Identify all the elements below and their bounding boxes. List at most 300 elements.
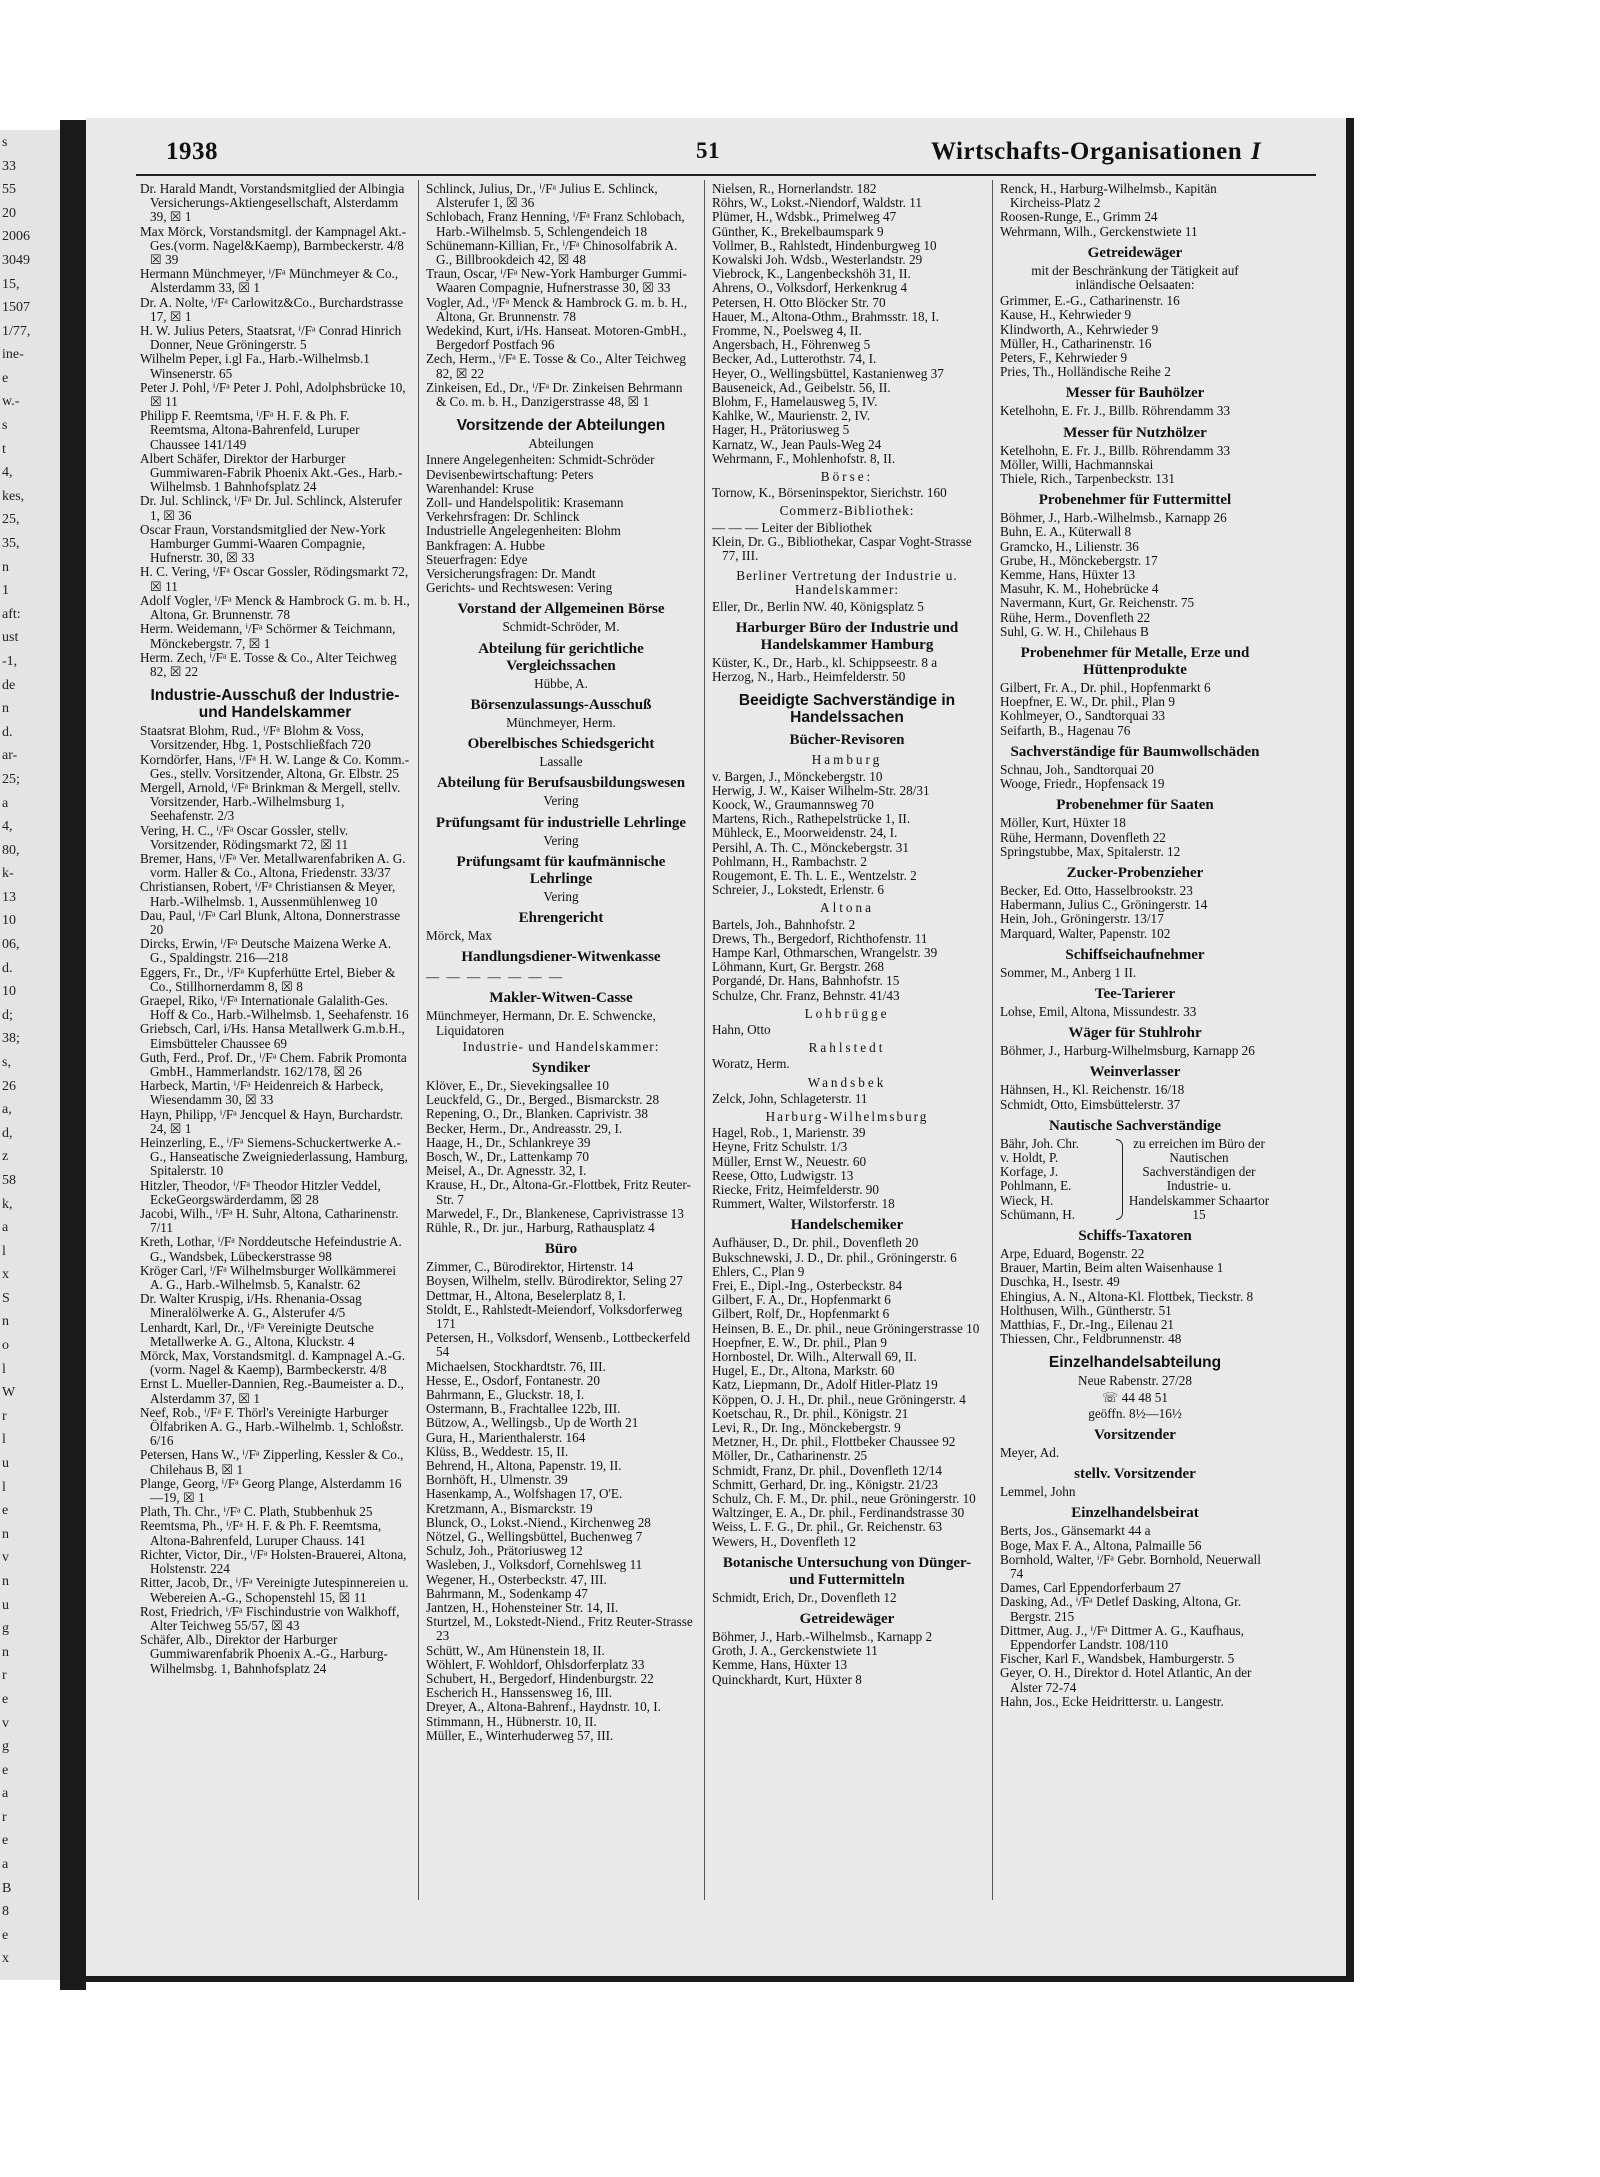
entry-list	[1000, 966, 1270, 980]
list-item: Schulz, Ch. F. M., Dr. phil., neue Gröningerstr. 10	[712, 1491, 976, 1507]
place-heading: Lohbrügge	[804, 1005, 890, 1021]
facing-page-fragment: n	[2, 701, 9, 717]
list-item: Hager, H., Prätoriusweg 5	[712, 422, 850, 438]
list-item: Viebrock, K., Langenbeckshöh 31, II.	[712, 266, 911, 282]
facing-page-fragment: W	[2, 1385, 16, 1401]
entry-list	[1000, 511, 1270, 639]
list-item: Griebsch, Carl, i/Hs. Hansa Metallwerk G.m.b.H., Eimsbütteler Chaussee 69	[140, 1021, 405, 1051]
entry-list	[140, 724, 410, 1676]
list-item: Bosch, W., Dr., Lattenkamp 70	[426, 1148, 589, 1164]
list-item: Zoll- und Handelspolitik: Krasemann	[426, 495, 624, 511]
list-item: Leuckfeld, G., Dr., Berged., Bismarckstr. 28	[426, 1092, 660, 1108]
list-item: Quinckhardt, Kurt, Hüxter 8	[712, 1671, 862, 1687]
facing-page-fragment: r	[2, 1668, 7, 1684]
list-item: Reese, Otto, Ludwigstr. 13	[712, 1167, 854, 1183]
facing-page-fragment: 8	[2, 1904, 9, 1920]
section-heading: Probenehmer für Futtermittel	[1038, 492, 1232, 509]
list-item: Berts, Jos., Gänsemarkt 44 a	[1000, 1523, 1151, 1539]
facing-page-fragment: 4,	[2, 465, 13, 481]
facing-page-fragment: d.	[2, 960, 13, 976]
section-heading: Oberelbisches Schiedsgericht	[467, 736, 655, 753]
list-item: Max Mörck, Vorstandsmitgl. der Kampnagel Akt.-Ges.(vorm. Nagel&Kaemp), Barmbeckerstr. 4/8 ☒ 39	[140, 223, 407, 268]
list-item: Herzog, N., Harb., Heimfelderstr. 50	[712, 669, 906, 685]
list-item: Arpe, Eduard, Bogenstr. 22	[1000, 1245, 1145, 1261]
facing-page-fragment: n	[2, 1644, 9, 1660]
list-item: Günther, K., Brekelbaumspark 9	[712, 223, 884, 239]
place-heading: Altona	[820, 900, 874, 916]
list-item: Möller, Kurt, Hüxter 18	[1000, 815, 1126, 831]
list-item: Grimmer, E.-G., Catharinenstr. 16	[1000, 293, 1180, 309]
list-item: Fromme, N., Poelsweg 4, II.	[712, 323, 862, 339]
list-item: Karnatz, W., Jean Pauls-Weg 24	[712, 436, 882, 452]
facing-page-fragment: a	[2, 1857, 9, 1873]
list-item: Suhl, G. W. H., Chilehaus B	[1000, 623, 1149, 639]
list-item: Zinkeisen, Ed., Dr., ⁱ/Fᵃ Dr. Zinkeisen Behrmann & Co. m. b. H., Danzigerstrasse 48, ☒ 1	[426, 379, 683, 410]
list-item: Aufhäuser, D., Dr. phil., Dovenfleth 20	[712, 1235, 919, 1251]
list-item: Duschka, H., Isestr. 49	[1000, 1274, 1120, 1290]
facing-page-fragment: e	[2, 1833, 9, 1849]
person-name: Münchmeyer, Herm.	[506, 714, 616, 730]
list-item: Dr. A. Nolte, ⁱ/Fᵃ Carlowitz&Co., Burchardstrasse 17, ☒ 1	[140, 294, 404, 324]
list-item: Koetschau, R., Dr. phil., Königstr. 21	[712, 1405, 909, 1421]
list-item: Hermann Münchmeyer, ⁱ/Fᵃ Münchmeyer & Co., Alsterdamm 33, ☒ 1	[140, 266, 399, 296]
list-item: Angersbach, H., Föhrenweg 5	[712, 337, 871, 353]
facing-page-fragment: u	[2, 1597, 9, 1613]
list-item: Dasking, Ad., ⁱ/Fᵃ Detlef Dasking, Altona, Gr. Bergstr. 215	[1000, 1594, 1242, 1624]
previous-page-edge	[0, 130, 60, 1980]
list-item: — — — Leiter der Bibliothek	[712, 519, 873, 535]
list-item: Tornow, K., Börseninspektor, Sierichstr. 160	[712, 485, 947, 501]
entry-list	[712, 1236, 982, 1548]
facing-page-fragment: l	[2, 1361, 6, 1377]
phone-line: ☏ 44 48 51	[1102, 1389, 1168, 1405]
column-3	[712, 182, 982, 1687]
list-item: Wöhlert, F. Wohldorf, Ohlsdorferplatz 33	[426, 1656, 645, 1672]
list-item: Traun, Oscar, ⁱ/Fᵃ New-York Hamburger Gummi-Waaren Compagnie, Hufnerstrasse 30, ☒ 33	[426, 266, 687, 296]
list-item: Wewers, H., Dovenfleth 12	[712, 1533, 856, 1549]
place-heading: Hamburg	[811, 752, 883, 768]
list-item: Hein, Joh., Gröningerstr. 13/17	[1000, 911, 1164, 927]
list-item: Vogler, Ad., ⁱ/Fᵃ Menck & Hambrock G. m. b. H., Altona, Gr. Brunnenstr. 78	[426, 294, 688, 324]
curly-brace	[1110, 1137, 1128, 1222]
facing-page-fragment: t	[2, 441, 6, 457]
person-name: Vering	[543, 832, 579, 848]
list-item: Gilbert, Fr. A., Dr. phil., Hopfenmarkt 6	[1000, 680, 1211, 696]
list-item: Dr. Jul. Schlinck, ⁱ/Fᵃ Dr. Jul. Schlinck, Alsterufer 1, ☒ 36	[140, 493, 403, 523]
entry-list	[712, 1630, 982, 1687]
section-heading: Industrie-Ausschuß der Industrie- und Handelskammer	[150, 687, 400, 722]
list-item: Gura, H., Marienthalerstr. 164	[426, 1429, 586, 1445]
facing-page-fragment: k,	[2, 1196, 13, 1212]
list-item: Steuerfragen: Edye	[426, 551, 528, 567]
section-heading: Beeidigte Sachverständige in Handelssachen	[738, 692, 956, 727]
entry-list	[1000, 1524, 1270, 1709]
list-item: Klein, Dr. G., Bibliothekar, Caspar Voght-Strasse 77, III.	[712, 533, 972, 564]
person-name: Lassalle	[539, 754, 583, 770]
list-item: Schmidt, Franz, Dr. phil., Dovenfleth 12/14	[712, 1462, 943, 1478]
list-item: Bauseneick, Ad., Geibelstr. 56, II.	[712, 379, 891, 395]
list-item: Bahrmann, M., Sodenkamp 47	[426, 1585, 588, 1601]
list-item: Stimmann, H., Hübnerstr. 10, II.	[426, 1713, 597, 1729]
entry-list	[1000, 1083, 1270, 1111]
section-heading: Abteilung für gerichtliche Vergleichssachen	[478, 640, 644, 674]
list-item: Marquard, Walter, Papenstr. 102	[1000, 925, 1171, 941]
facing-page-fragment: 15,	[2, 276, 20, 292]
facing-page-fragment: d,	[2, 1125, 13, 1141]
section-heading: Makler-Witwen-Casse	[489, 990, 633, 1007]
section-heading: Börsenzulassungs-Ausschuß	[470, 696, 652, 713]
list-item: Müller, E., Winterhuderweg 57, III.	[426, 1727, 614, 1743]
list-item: Schnau, Joh., Sandtorquai 20	[1000, 761, 1154, 777]
list-item: Habermann, Julius C., Gröningerstr. 14	[1000, 897, 1208, 913]
person-name: Hübbe, A.	[534, 675, 588, 691]
facing-page-fragment: a	[2, 1786, 9, 1802]
facing-page-fragment: 4,	[2, 819, 13, 835]
facing-page-fragment: 10	[2, 913, 16, 929]
list-item: Bankfragen: A. Hubbe	[426, 537, 546, 553]
list-item: Röhrs, W., Lokst.-Niendorf, Waldstr. 11	[712, 195, 922, 211]
list-item: Hugel, E., Dr., Altona, Markstr. 60	[712, 1363, 895, 1379]
directory-page	[86, 118, 1354, 1982]
entry-list	[1000, 294, 1270, 379]
facing-page-fragment: 26	[2, 1078, 16, 1094]
subheading: Commerz-Bibliothek:	[779, 503, 915, 519]
section-heading: Tee-Tarierer	[1094, 985, 1176, 1002]
facing-page-fragment: r	[2, 1408, 7, 1424]
person-name: Vering	[543, 793, 579, 809]
list-item: Köppen, O. J. H., Dr. phil., neue Gröningerstr. 4	[712, 1391, 966, 1407]
entry-list	[426, 1260, 696, 1743]
section-heading: Einzelhandelsabteilung	[1048, 1354, 1222, 1372]
book-gutter	[60, 120, 86, 1990]
list-item: Rühle, R., Dr. jur., Harburg, Rathausplatz 4	[426, 1219, 655, 1235]
facing-page-fragment: 06,	[2, 937, 20, 953]
list-item: Schäfer, Alb., Direktor der Harburger Gummiwarenfabrik Phoenix A.-G., Harburg-Wilhelmsbg. 1, Bahnhofsplatz 24	[140, 1632, 388, 1676]
list-item: Kreth, Lothar, ⁱ/Fᵃ Norddeutsche Hefeindustrie A. G., Wandsbek, Lübeckerstrasse 98	[140, 1234, 402, 1264]
list-item: Albert Schäfer, Direktor der Harburger Gummiwaren-Fabrik Phoenix Akt.-Ges., Harb.-Wilhelmsb. 1 Bahnhofsplatz 24	[140, 450, 403, 495]
entry-list	[1000, 884, 1270, 941]
list-item: Ehingius, A. N., Altona-Kl. Flottbek, Tieckstr. 8	[1000, 1288, 1254, 1304]
list-item: Ehlers, C., Plan 9	[712, 1263, 805, 1279]
list-item: Haage, H., Dr., Schlankreye 39	[426, 1134, 591, 1150]
entry-list	[712, 1126, 982, 1211]
list-item: Dreyer, A., Altona-Bahrenf., Haydnstr. 10, I.	[426, 1699, 661, 1715]
list-item: Weiss, L. F. G., Dr. phil., Gr. Reichenstr. 63	[712, 1519, 943, 1535]
list-item: Dames, Carl Eppendorferbaum 27	[1000, 1580, 1181, 1596]
facing-page-fragment: 35,	[2, 536, 20, 552]
facing-page-fragment: x	[2, 1267, 9, 1283]
list-item: Peter J. Pohl, ⁱ/Fᵃ Peter J. Pohl, Adolphsbrücke 10, ☒ 11	[140, 379, 406, 410]
section-heading: Ehrengericht	[518, 909, 604, 926]
list-item: Lenhardt, Karl, Dr., ⁱ/Fᵃ Vereinigte Deutsche Metallwerke A. G., Altona, Kluckstr. 4	[140, 1319, 374, 1349]
list-item: Nötzel, G., Wellingsbüttel, Buchenweg 7	[426, 1529, 643, 1545]
list-item: Zimmer, C., Bürodirektor, Hirtenstr. 14	[426, 1259, 634, 1275]
facing-page-fragment: n	[2, 559, 9, 575]
list-item: Reemtsma, Ph., ⁱ/Fᵃ H. F. & Ph. F. Reemtsma, Altona-Bahrenfeld, Luruper Chauss. 141	[140, 1518, 382, 1548]
facing-page-fragment: e	[2, 1762, 9, 1778]
person-name: Mörck, Max	[426, 927, 492, 943]
list-item: Eggers, Fr., Dr., ⁱ/Fᵃ Kupferhütte Ertel, Bieber & Co., Stillhornerdamm 8, ☒ 8	[140, 964, 396, 994]
list-item: Jantzen, H., Hohensteiner Str. 14, II.	[426, 1600, 619, 1616]
section-heading: Probenehmer für Saaten	[1056, 797, 1214, 814]
section-heading: Syndiker	[531, 1059, 591, 1076]
facing-page-fragment: 38;	[2, 1031, 20, 1047]
list-item: Wehrmann, F., Mohlenhofstr. 8, II.	[712, 450, 896, 466]
bracket-note: zu erreichen im Büro der Nautischen Sachverständigen der Industrie- u. Handelskammer Schaartor 15	[1128, 1135, 1270, 1222]
list-item: Hampe Karl, Othmarschen, Wrangelstr. 39	[712, 944, 938, 960]
list-item: Fischer, Karl F., Wandsbek, Hamburgerstr. 5	[1000, 1651, 1235, 1667]
facing-page-fragment: s	[2, 418, 8, 434]
facing-page-fragment: g	[2, 1621, 9, 1637]
facing-page-fragment: k-	[2, 866, 14, 882]
list-item: Neef, Rob., ⁱ/Fᵃ F. Thörl's Vereinigte Harburger Ölfabriken A. G., Harb.-Wilhelmb. 1, Schloßstr. 6/16	[140, 1404, 404, 1449]
facing-page-fragment: n	[2, 1573, 9, 1589]
facing-page-fragment: v	[2, 1715, 9, 1731]
section-heading: Handlungsdiener-Witwenkasse	[461, 949, 661, 966]
facing-page-fragment: e	[2, 370, 9, 386]
column-divider	[418, 180, 419, 1900]
facing-page-fragment: n	[2, 1526, 9, 1542]
list-item: Michaelsen, Stockhardtstr. 76, III.	[426, 1358, 606, 1374]
facing-page-fragment: a,	[2, 1102, 12, 1118]
person-name: Vering	[543, 888, 579, 904]
list-item: Riecke, Fritz, Heimfelderstr. 90	[712, 1181, 879, 1197]
facing-page-fragment: v	[2, 1550, 9, 1566]
hours-line: geöffn. 8½—16½	[1088, 1405, 1182, 1421]
list-item: Geyer, O. H., Direktor d. Hotel Atlantic, An der Alster 72-74	[1000, 1665, 1252, 1695]
facing-page-fragment: e	[2, 1691, 9, 1707]
column-1	[140, 182, 410, 1676]
list-item: Masuhr, K. M., Hohebrücke 4	[1000, 581, 1159, 597]
list-item: Grube, H., Mönckebergstr. 17	[1000, 552, 1158, 568]
list-item: H. W. Julius Peters, Staatsrat, ⁱ/Fᵃ Conrad Hinrich Donner, Neue Gröningerstr. 5	[140, 323, 402, 353]
list-item: Seifarth, B., Hagenau 76	[1000, 722, 1131, 738]
list-item: Heyer, O., Wellingsbüttel, Kastanienweg 37	[712, 365, 944, 381]
list-item: Kretzmann, A., Bismarckstr. 19	[426, 1500, 593, 1516]
list-item: Eller, Dr., Berlin NW. 40, Königsplatz 5	[712, 598, 924, 614]
entry-list	[426, 1079, 696, 1235]
list-item: Rougemont, E. Th. L. E., Wentzelstr. 2	[712, 867, 917, 883]
facing-page-fragment: l	[2, 1432, 6, 1448]
list-item: Ritter, Jacob, Dr., ⁱ/Fᵃ Vereinigte Jutespinnereien u. Webereien A.-G., Schopenstehl 15, ☒ 11	[140, 1575, 409, 1605]
section-note: mit der Beschränkung der Tätigkeit auf inländische Oelsaaten:	[1031, 262, 1239, 293]
list-item: Wilhelm Peper, i.gl Fa., Harb.-Wilhelmsb.1 Winsenerstr. 65	[140, 351, 370, 381]
list-item: Becker, Herm., Dr., Andreasstr. 29, I.	[426, 1120, 623, 1136]
entry-list	[1000, 404, 1270, 418]
facing-page-fragment: 25,	[2, 512, 20, 528]
subheading: Börse:	[820, 469, 874, 485]
running-title: Wirtschafts-Organisationen	[931, 138, 1243, 165]
page-year: 1938	[166, 138, 218, 165]
list-item: Wehrmann, Wilh., Gerckenstwiete 11	[1000, 223, 1198, 239]
facing-page-fragment: g	[2, 1739, 9, 1755]
list-item: Vering, H. C., ⁱ/Fᵃ Oscar Gossler, stellv. Vorsitzender, Rödingsmarkt 72, ☒ 11	[140, 822, 349, 852]
list-item: Herm. Weidemann, ⁱ/Fᵃ Schörmer & Teichmann, Mönckebergstr. 7, ☒ 1	[140, 621, 396, 651]
list-item: Hoepfner, E. W., Dr. phil., Plan 9	[712, 1334, 887, 1350]
section-heading: Sachverständige für Baumwollschäden	[1010, 743, 1260, 760]
entry-list	[1000, 1005, 1270, 1019]
list-item: Gilbert, Rolf, Dr., Hopfenmarkt 6	[712, 1306, 890, 1322]
dash-line: — — — — — — —	[426, 969, 565, 985]
list-item: Kowalski Joh. Wdsb., Westerlandstr. 29	[712, 252, 923, 268]
person-name: Schmidt-Schröder, M.	[502, 619, 620, 635]
list-item: Dau, Paul, ⁱ/Fᵃ Carl Blunk, Altona, Donnerstrasse 20	[140, 907, 401, 937]
list-item: Hasenkamp, A., Wolfshagen 17, O'E.	[426, 1486, 623, 1502]
list-item: Küster, K., Dr., Harb., kl. Schippseestr. 8 a	[712, 654, 938, 670]
facing-page-fragment: r	[2, 1809, 7, 1825]
facing-page-fragment: a	[2, 1220, 9, 1236]
list-item: Müller, H., Catharinenstr. 16	[1000, 335, 1152, 351]
list-item: Müller, Ernst W., Neuestr. 60	[712, 1153, 867, 1169]
list-item: Springstubbe, Max, Spitalerstr. 12	[1000, 843, 1181, 859]
volume-number: I	[1251, 138, 1262, 165]
list-item: Schmitt, Gerhard, Dr. ing., Königstr. 21/23	[712, 1476, 939, 1492]
entry-list	[1000, 1247, 1270, 1346]
facing-page-fragment: 10	[2, 984, 16, 1000]
facing-page-fragment: 2006	[2, 229, 30, 245]
facing-page-fragment: u	[2, 1456, 9, 1472]
list-item: Graepel, Riko, ⁱ/Fᵃ Internationale Galalith-Ges. Hoff & Co., Harb.-Wilhelmsb. 1, Seehafenstr. 16	[140, 992, 409, 1023]
list-item: Bornhold, Walter, ⁱ/Fᵃ Gebr. Bornhold, Neuerwall 74	[1000, 1551, 1261, 1581]
list-item: Schlinck, Julius, Dr., ⁱ/Fᵃ Julius E. Schlinck, Alsterufer 1, ☒ 36	[426, 181, 658, 211]
list-item: Bartels, Joh., Bahnhofstr. 2	[712, 916, 856, 932]
column-divider	[992, 180, 993, 1900]
facing-page-fragment: l	[2, 1243, 6, 1259]
subheading: Industrie- und Handelskammer:	[462, 1038, 660, 1054]
list-item: Renck, H., Harburg-Wilhelmsb., Kapitän Kircheiss-Platz 2	[1000, 181, 1217, 211]
entry-list	[426, 182, 696, 409]
list-item: Boge, Max F. A., Altona, Palmaille 56	[1000, 1537, 1202, 1553]
list-item: Möller, Willi, Hachmannskai	[1000, 456, 1154, 472]
facing-page-fragment: B	[2, 1880, 12, 1896]
list-item: Klüss, B., Weddestr. 15, II.	[426, 1443, 569, 1459]
list-item: Schütt, W., Am Hünenstein 18, II.	[426, 1642, 605, 1658]
section-heading: Vorsitzender	[1094, 1426, 1176, 1443]
section-heading: stellv. Vorsitzender	[1074, 1466, 1196, 1483]
subheading: Berliner Vertretung der Industrie u. Handelskammer:	[736, 568, 958, 598]
list-item: Levi, R., Dr. Ing., Mönckebergstr. 9	[712, 1420, 901, 1436]
list-item: Pohlmann, H., Rambachstr. 2	[712, 853, 867, 869]
list-item: Blohm, F., Hamelausweg 5, IV.	[712, 394, 878, 410]
list-item: Thiele, Rich., Tarpenbeckstr. 131	[1000, 471, 1175, 487]
section-heading: Bücher-Revisoren	[789, 732, 905, 749]
list-item: Hagel, Rob., 1, Marienstr. 39	[712, 1125, 866, 1141]
section-heading: Wäger für Stuhlrohr	[1068, 1025, 1202, 1042]
section-heading: Getreidewäger	[1087, 244, 1183, 261]
facing-page-fragment: e	[2, 1927, 9, 1943]
list-item: Buhn, E. A., Küterwall 8	[1000, 524, 1132, 540]
list-item: Wasleben, J., Volksdorf, Cornehlsweg 11	[426, 1557, 643, 1573]
list-item: Plange, Georg, ⁱ/Fᵃ Georg Plange, Alsterdamm 16—19, ☒ 1	[140, 1475, 402, 1506]
list-item: Guth, Ferd., Prof. Dr., ⁱ/Fᵃ Chem. Fabrik Promonta GmbH., Hammerlandstr. 162/178, ☒ 26	[140, 1049, 407, 1079]
list-item: Petersen, Hans W., ⁱ/Fᵃ Zipperling, Kessler & Co., Chilehaus B, ☒ 1	[140, 1447, 404, 1477]
subheading: Abteilungen	[528, 436, 594, 452]
list-item: Richter, Victor, Dir., ⁱ/Fᵃ Holsten-Brauerei, Altona, Holstenstr. 224	[140, 1546, 407, 1577]
list-item: Ahrens, O., Volksdorf, Herkenkrug 4	[712, 280, 908, 296]
section-heading: Handelschemiker	[790, 1217, 904, 1234]
section-heading: Messer für Bauhölzer	[1065, 385, 1205, 402]
column-divider	[704, 180, 705, 1900]
list-item: Böhmer, J., Harb.-Wilhelmsb., Karnapp 26	[1000, 510, 1227, 526]
list-item: Schmidt, Erich, Dr., Dovenfleth 12	[712, 1589, 897, 1605]
list-item: Hesse, E., Osdorf, Fontanestr. 20	[426, 1372, 600, 1388]
list-item: Verkehrsfragen: Dr. Schlinck	[426, 509, 580, 525]
list-item: Gerichts- und Rechtswesen: Vering	[426, 580, 613, 596]
place-heading: Harburg-Wilhelmsburg	[765, 1108, 929, 1124]
list-item: Christiansen, Robert, ⁱ/Fᵃ Christiansen & Meyer, Harb.-Wilhelmsb. 1, Aussenmühlenweg 10	[140, 879, 396, 909]
nautisch-bracket-group	[1000, 1137, 1270, 1222]
list-item: Vollmer, B., Rahlstedt, Hindenburgweg 10	[712, 237, 937, 253]
facing-page-fragment: 13	[2, 889, 16, 905]
list-item: Dr. Walter Kruspig, i/Hs. Rhenania-Ossag Mineralölwerke A. G., Alsterufer 4/5	[140, 1291, 362, 1321]
list-item: Metzner, H., Dr. phil., Flottbeker Chaussee 92	[712, 1434, 956, 1450]
facing-page-fragment: z	[2, 1149, 9, 1165]
facing-page-fragment: 1507	[2, 300, 30, 316]
entry-list	[712, 918, 982, 1003]
section-heading: Probenehmer für Metalle, Erze und Hüttenprodukte	[1020, 645, 1250, 679]
list-item: Rühe, Herm., Dovenfleth 22	[1000, 609, 1151, 625]
entry-list	[1000, 1137, 1110, 1222]
facing-page-fragment: 55	[2, 182, 16, 198]
list-item: Plümer, H., Wdsbk., Primelweg 47	[712, 209, 897, 225]
list-item: Hahn, Jos., Ecke Heidritterstr. u. Langestr.	[1000, 1693, 1224, 1709]
list-item: Plath, Th. Chr., ⁱ/Fᵃ C. Plath, Stubbenhuk 25	[140, 1504, 373, 1520]
facing-page-fragment: n	[2, 1314, 9, 1330]
entry-list	[1000, 681, 1270, 738]
list-item: Bremer, Hans, ⁱ/Fᵃ Ver. Metallwarenfabriken A. G. vorm. Haller & Co., Altona, Friedenstr. 33/37	[140, 850, 406, 881]
facing-page-fragment: aft:	[2, 606, 21, 622]
section-heading: Vorsitzende der Abteilungen	[456, 417, 666, 435]
list-item: Wieck, H.	[1000, 1192, 1054, 1208]
list-item: Rühe, Hermann, Dovenfleth 22	[1000, 829, 1166, 845]
list-item: Devisenbewirtschaftung: Peters	[426, 466, 594, 482]
section-heading: Harburger Büro der Industrie und Handelskammer Hamburg	[735, 619, 959, 653]
list-item: Marwedel, F., Dr., Blankenese, Caprivistrasse 13	[426, 1205, 684, 1221]
list-item: Böhmer, J., Harburg-Wilhelmsburg, Karnapp 26	[1000, 1043, 1255, 1059]
entry-list	[712, 656, 982, 684]
list-item: Katz, Liepmann, Dr., Adolf Hitler-Platz 19	[712, 1377, 938, 1393]
facing-page-fragment: x	[2, 1951, 9, 1967]
list-item: Heinsen, B. E., Dr. phil., neue Gröningerstrasse 10	[712, 1320, 980, 1336]
facing-page-fragment: de	[2, 677, 16, 693]
list-item: Wooge, Friedr., Hopfensack 19	[1000, 776, 1165, 792]
list-item: Wedekind, Kurt, i/Hs. Hanseat. Motoren-GmbH., Bergedorf Postfach 96	[426, 323, 687, 353]
person-name: Lemmel, John	[1000, 1484, 1076, 1500]
facing-page-fragment: a	[2, 795, 9, 811]
list-item: Schulz, Joh., Prätoriusweg 12	[426, 1543, 583, 1559]
entry-list	[426, 453, 696, 595]
facing-page-fragment: ar-	[2, 748, 18, 764]
facing-page-fragment: ust	[2, 630, 19, 646]
list-item: Klindworth, A., Kehrwieder 9	[1000, 321, 1159, 337]
facing-page-fragment: 33	[2, 158, 16, 174]
list-item: Dircks, Erwin, ⁱ/Fᵃ Deutsche Maizena Werke A. G., Spaldingstr. 216—218	[140, 936, 392, 966]
list-item: Porgandé, Dr. Hans, Bahnhofstr. 15	[712, 973, 900, 989]
list-item: Boysen, Wilhelm, stellv. Bürodirektor, Seling 27	[426, 1273, 683, 1289]
list-item: Kause, H., Kehrwieder 9	[1000, 307, 1132, 323]
list-item: Becker, Ad., Lutterothstr. 74, I.	[712, 351, 877, 367]
section-heading: Zucker-Probenzieher	[1066, 864, 1204, 881]
list-item: Ernst L. Mueller-Dannien, Reg.-Baumeister a. D., Alsterdamm 37, ☒ 1	[140, 1376, 404, 1406]
list-item: Martens, Rich., Rathepelstrücke 1, II.	[712, 811, 911, 827]
list-item: Zech, Herm., ⁱ/Fᵃ E. Tosse & Co., Alter Teichweg 82, ☒ 22	[426, 351, 687, 381]
page-number: 51	[696, 138, 720, 163]
facing-page-fragment: l	[2, 1479, 6, 1495]
person-name: Meyer, Ad.	[1000, 1444, 1060, 1460]
header-rule	[136, 174, 1316, 176]
list-item: Kröger Carl, ⁱ/Fᵃ Wilhelmsburger Wollkämmerei A. G., Harb.-Wilhelmsb. 5, Kanalstr. 62	[140, 1262, 396, 1293]
list-item: Hoepfner, E. W., Dr. phil., Plan 9	[1000, 694, 1175, 710]
